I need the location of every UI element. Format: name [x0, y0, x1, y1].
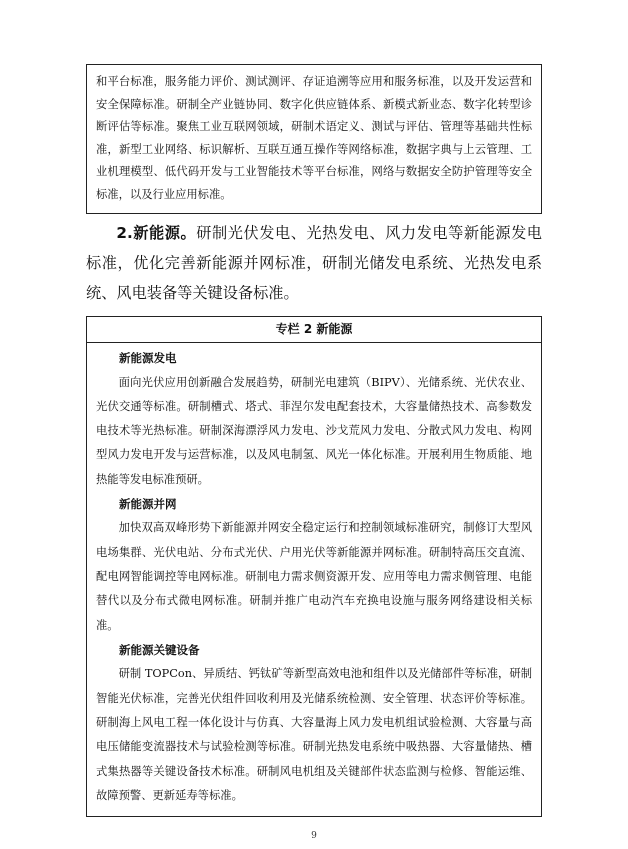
- continued-text: 和平台标准，服务能力评价、测试测评、存证追溯等应用和服务标准，以及开发运营和安全保障标准。研制全产业链协同、数字化供应链体系、新模式新业态、数字化转型诊断评估等标准。聚焦工业互联网领域，研制术语定义、测试与评估、管理等基础共性标准，新型工业网络、标识解析、互联互通互操作等网络标准，数据字典与上云管理、工业机理模型、低代码开发与工业智能技术等平台标准，网络与数据安全防护管理等安全标准，以及行业应用标准。: [96, 75, 532, 201]
- column-body: [87, 343, 541, 808]
- subsection-text: 研制 TOPCon、异质结、钙钛矿等新型高效电池和组件以及光储部件等标准，研制智能光伏标准，完善光伏组件回收利用及光储系统检测、安全管理、状态评价等标准。研制海上风电工程一体化设计与仿真、大容量海上风力发电机组试验检测、大容量与高电压储能变流器技术与试验检测等标准。研制光热发电系统中吸热器、大容量储热、槽式集热器等关键设备技术标准。研制风电机组及关键部件状态监测与检修、智能运维、故障预警、更新延寿等标准。: [96, 667, 532, 802]
- column-box: [86, 316, 542, 817]
- subsection-heading: 新能源并网: [119, 496, 177, 511]
- column-title: 专栏 2 新能源: [87, 317, 541, 343]
- subsection-heading: 新能源关键设备: [119, 642, 200, 657]
- section-paragraph: [86, 218, 542, 308]
- section-lead: 2.新能源。: [116, 224, 197, 242]
- subsection-text: 加快双高双峰形势下新能源并网安全稳定运行和控制领域标准研究，制修订大型风电场集群、光伏电站、分布式光伏、户用光伏等新能源并网标准。研制特高压交直流、配电网智能调控等电网标准。研制电力需求侧资源开发、应用等电力需求侧管理、电能替代以及分布式微电网标准。研制并推广电动汽车充换电设施与服务网络建设相关标准。: [96, 521, 532, 632]
- subsection-heading: 新能源发电: [119, 351, 177, 365]
- section-text: 研制光伏发电、光热发电、风力发电等新能源发电标准，优化完善新能源并网标准，研制光储发电系统、光热发电系统、风电装备等关键设备标准。: [86, 224, 542, 302]
- subsection-text: 面向光伏应用创新融合发展趋势，研制光电建筑（BIPV）、光储系统、光伏农业、光伏交通等标准。研制槽式、塔式、菲涅尔发电配套技术，大容量储热技术、高参数发电技术等光热标准。研制深海漂浮风力发电、沙戈荒风力发电、分散式风力发电、构网型风力发电开发与运营标准，以及风电制氢、风光一体化标准。开展利用生物质能、地热能等发电标准预研。: [96, 375, 532, 486]
- page-number: 9: [311, 831, 317, 841]
- continued-text-box: [86, 64, 542, 214]
